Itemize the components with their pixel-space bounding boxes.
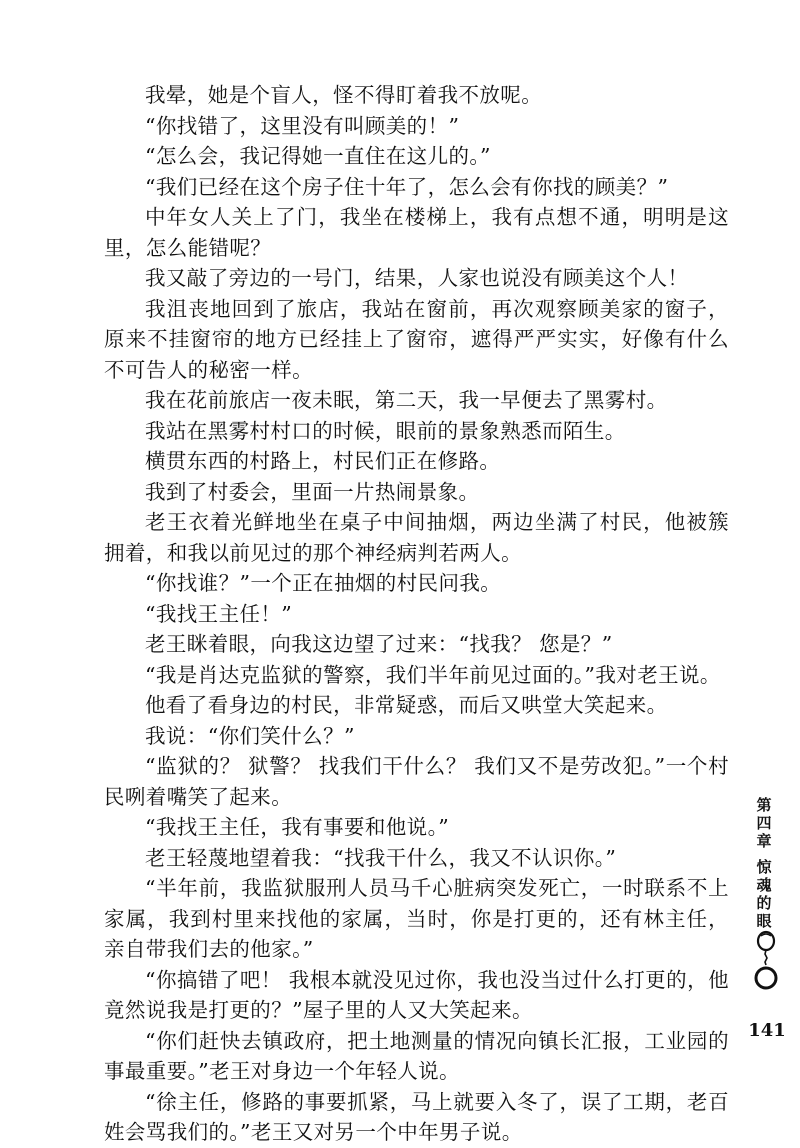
paragraph: “你找谁？”一个正在抽烟的村民问我。 xyxy=(145,571,502,595)
paragraph: “怎么会，我记得她一直住在这儿的。” xyxy=(145,144,491,168)
paragraph: 横贯东西的村路上，村民们正在修路。 xyxy=(145,449,501,473)
chapter-label: 第四章 xyxy=(756,796,772,850)
paragraph: 我说：“你们笑什么？” xyxy=(145,723,355,748)
page-number: 141 xyxy=(748,1020,786,1041)
paragraph: “你们赶快去镇政府，把土地测量的情况向镇长汇报，工业园的事最重要。”老王对身边一个年轻人说。 xyxy=(104,1028,729,1083)
paragraph: “监狱的？ 狱警？ 找我们干什么？ 我们又不是劳改犯。”一个村民咧着嘴笑了起来。 xyxy=(104,754,729,809)
paragraph: 我晕，她是个盲人，怪不得盯着我不放呢。 xyxy=(145,83,543,107)
paragraph: “你搞错了吧！ 我根本就没见过你，我也没当过什么打更的，他竟然说我是打更的？”屋子里的人又大笑起来。 xyxy=(104,967,729,1022)
paragraph: 老王衣着光鲜地坐在桌子中间抽烟，两边坐满了村民，他被簇拥着，和我以前见过的那个神经病判若两人。 xyxy=(104,510,729,565)
paragraph: 我在花前旅店一夜未眠，第二天，我一早便去了黑雾村。 xyxy=(145,388,668,412)
paragraph: “我们已经在这个房子住十年了，怎么会有你找的顾美？” xyxy=(145,174,669,199)
paragraph: “徐主任，修路的事要抓紧，马上就要入冬了，误了工期，老百姓会骂我们的。”老王又对另一个中年男子说。 xyxy=(104,1089,729,1144)
body-text xyxy=(104,80,729,1148)
paragraph: “你找错了，这里没有叫顾美的！” xyxy=(145,113,460,138)
paragraph: 他看了看身边的村民，非常疑惑，而后又哄堂大笑起来。 xyxy=(145,693,668,717)
paragraph: “我找王主任！” xyxy=(145,601,293,626)
paragraph: 我又敲了旁边的一号门，结果，人家也说没有顾美这个人！ xyxy=(145,266,689,290)
paragraph: 老王眯着眼，向我这边望了过来：“找我？ 您是？” xyxy=(145,632,613,656)
handcuffs-icon xyxy=(751,928,781,992)
paragraph: 老王轻蔑地望着我：“找我干什么，我又不认识你。” xyxy=(145,845,617,870)
paragraph: “我是肖达克监狱的警察，我们半年前见过面的。”我对老王说。 xyxy=(145,662,721,687)
paragraph: 我沮丧地回到了旅店，我站在窗前，再次观察顾美家的窗子，原来不挂窗帘的地方已经挂上了窗帘，遮得严严实实，好像有什么不可告人的秘密一样。 xyxy=(104,296,729,382)
paragraph: “半年前，我监狱服刑人员马千心脏病突发死亡，一时联系不上家属，我到村里来找他的家属，当时，你是打更的，还有林主任，亲自带我们去的他家。” xyxy=(104,876,729,961)
paragraph: 中年女人关上了门，我坐在楼梯上，我有点想不通，明明是这里，怎么能错呢？ xyxy=(104,205,729,260)
paragraph: 我到了村委会，里面一片热闹景象。 xyxy=(145,479,480,504)
paragraph: “我找王主任，我有事要和他说。” xyxy=(145,815,450,839)
chapter-sidebar xyxy=(752,796,776,930)
paragraph: 我站在黑雾村村口的时候，眼前的景象熟悉而陌生。 xyxy=(145,418,626,443)
chapter-title: 惊魂的眼 xyxy=(756,858,772,930)
